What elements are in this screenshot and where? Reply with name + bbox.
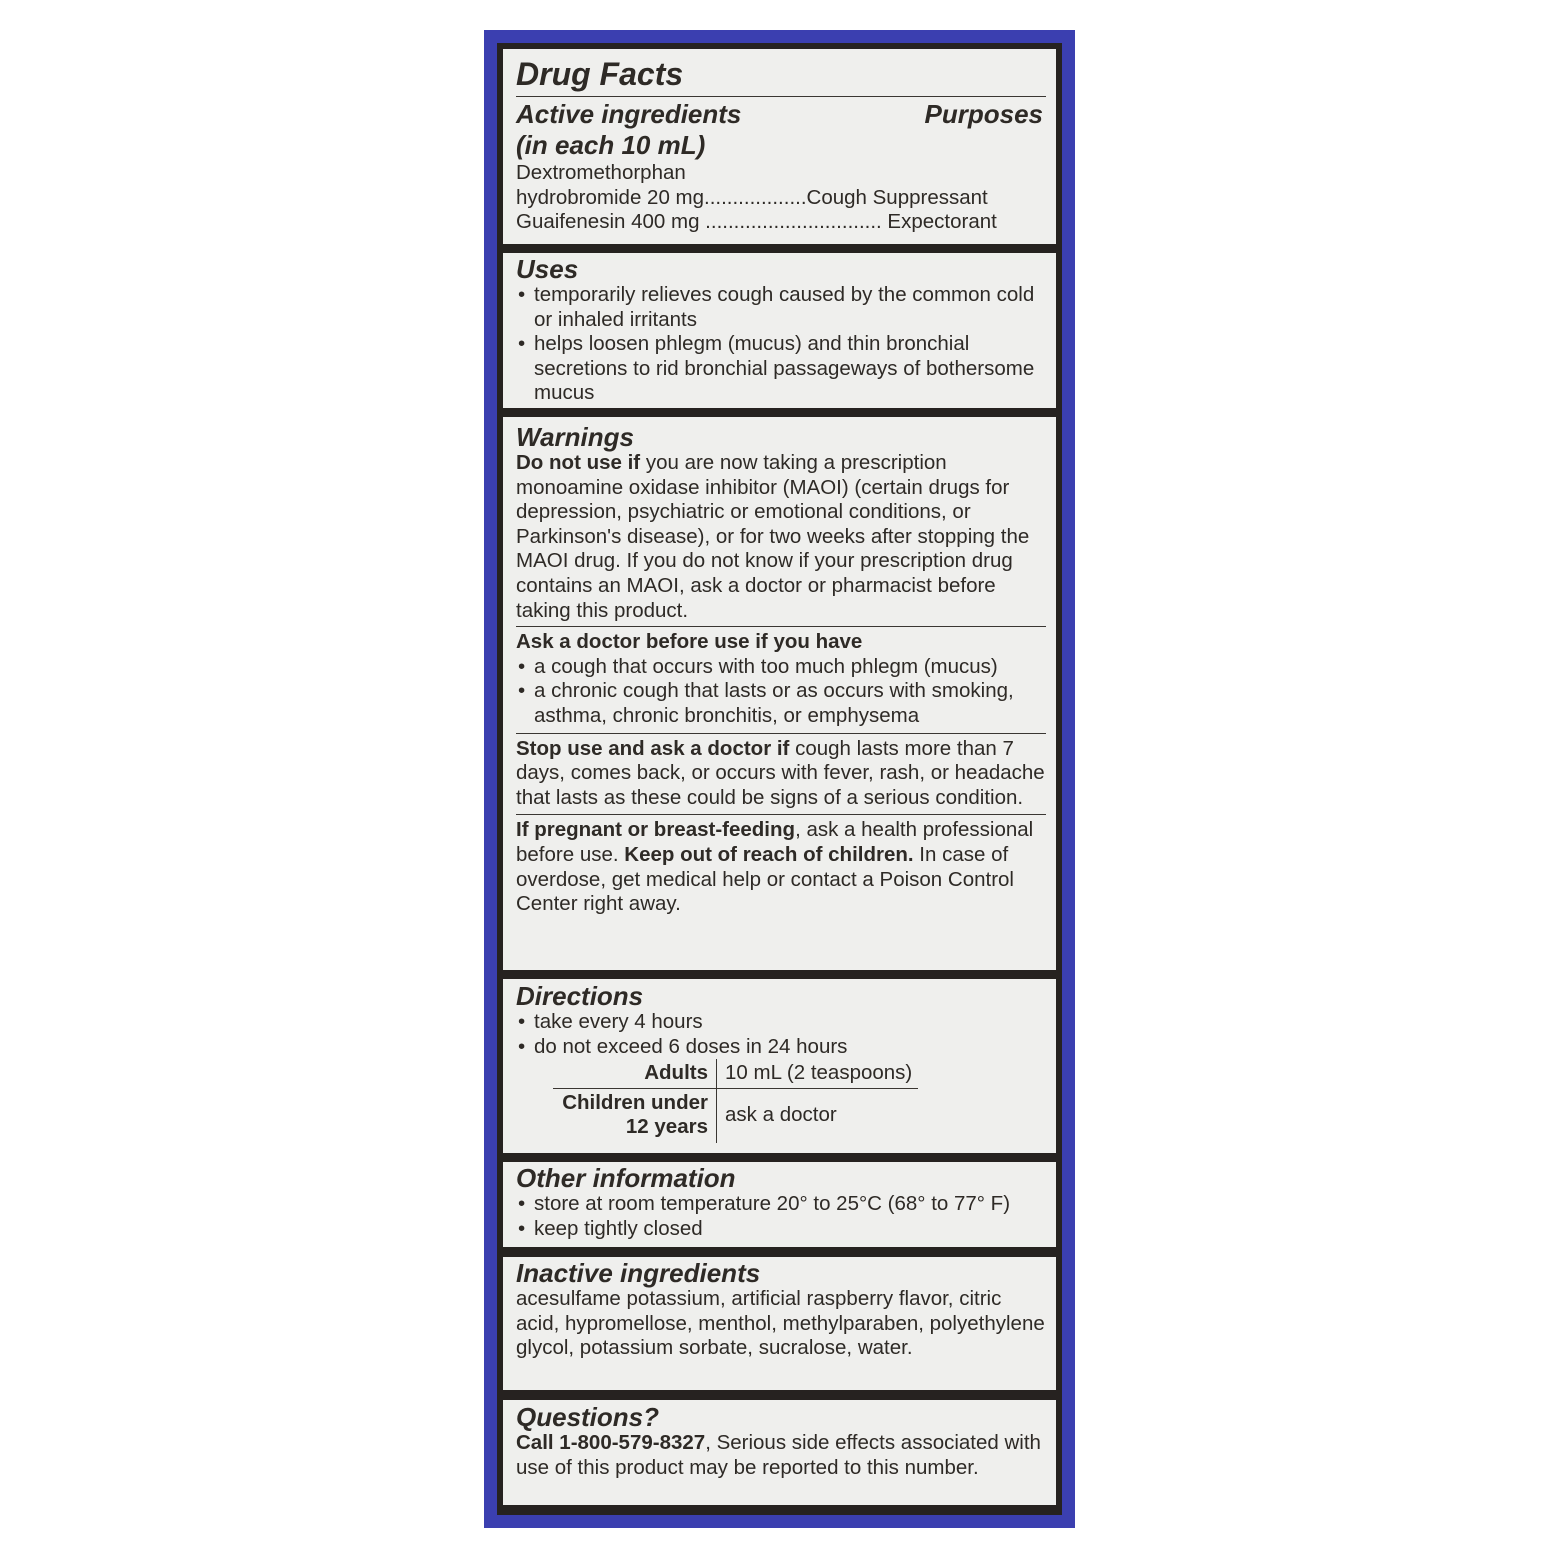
questions-body: , Serious side effects associated with use of this product may be reported to this number.: [516, 1431, 1041, 1479]
page-title: Drug Facts: [516, 56, 684, 92]
dosage-value-children: ask a doctor: [725, 1103, 837, 1127]
table-row: [553, 1059, 918, 1088]
other-information-panel: [503, 1162, 1056, 1247]
dosage-label-children: [553, 1088, 717, 1143]
directions-panel: [503, 979, 1056, 1153]
directions-heading: Directions: [516, 981, 644, 1011]
dosage-value-adults: 10 mL (2 teaspoons): [717, 1059, 919, 1088]
questions-panel: [503, 1400, 1056, 1505]
do-not-use-paragraph: [516, 451, 1046, 626]
active-ingredients-panel: [503, 49, 1056, 244]
inactive-ingredients-panel: [503, 1257, 1056, 1390]
other-information-list: [516, 1192, 1046, 1241]
drug-facts-frame: [497, 43, 1062, 1515]
list-item: • helps loosen phlegm (mucus) and thin bronchial secretions to rid bronchial passageways of bothersome mucus: [516, 332, 1046, 406]
ingredient-dextromethorphan-purpose: hydrobromide 20 mg..................Cough Suppressant: [516, 185, 988, 209]
inactive-ingredients-text: acesulfame potassium, artificial raspberry flavor, citric acid, hypromellose, menthol, methylparaben, polyethylene glycol, potassium sorbate, sucralose, water.: [516, 1287, 1045, 1360]
warnings-heading: Warnings: [516, 422, 634, 452]
list-item: • store at room temperature 20° to 25°C (68° to 77° F): [516, 1192, 1046, 1217]
uses-panel: [503, 253, 1056, 408]
purposes-heading: Purposes: [924, 99, 1043, 129]
dosage-table: [553, 1059, 918, 1143]
phone-number: Call 1-800-579-8327: [516, 1431, 706, 1454]
list-item: • temporarily relieves cough caused by the common cold or inhaled irritants: [516, 283, 1046, 332]
do-not-use-text: you are now taking a prescription monoamine oxidase inhibitor (MAOI) (certain drugs for depression, psychiatric or emotional conditions, or Parkinson's disease), or for two weeks after stopping the MAOI drug. If you do not know if your prescription drug contains an MAOI, ask a doctor or pharmacist before taking this product.: [516, 451, 1030, 622]
ingredient-guaifenesin: Guaifenesin 400 mg ............................... Expectorant: [516, 210, 997, 234]
uses-list: [516, 283, 1046, 406]
ingredient-dextromethorphan: Dextromethorphan: [516, 161, 686, 184]
pregnant-text: , ask a health professional before use.: [516, 818, 1034, 866]
inactive-ingredients-heading: Inactive ingredients: [516, 1258, 761, 1288]
drug-facts-label: [484, 30, 1075, 1528]
stop-use-label: Stop use and ask a doctor if: [516, 736, 790, 760]
dosage-label-adults: Adults: [553, 1059, 717, 1088]
list-item: • do not exceed 6 doses in 24 hours: [516, 1035, 1046, 1060]
warnings-panel: [503, 417, 1056, 970]
stop-use-text: cough lasts more than 7 days, comes back, or occurs with fever, rash, or headache that lasts as these could be signs of a serious condition.: [516, 736, 1045, 809]
table-row: [553, 1088, 918, 1143]
divider: [516, 96, 1046, 97]
ask-doctor-list: [516, 655, 1046, 729]
list-item: • take every 4 hours: [516, 1010, 1046, 1035]
keep-out-label: Keep out of reach of children.: [624, 842, 914, 866]
uses-heading: Uses: [516, 254, 579, 284]
pregnant-label: If pregnant or breast-feeding: [516, 818, 796, 842]
do-not-use-label: Do not use if: [516, 451, 641, 474]
list-item: • a cough that occurs with too much phlegm (mucus): [516, 655, 1046, 680]
other-information-heading: Other information: [516, 1163, 736, 1193]
pregnancy-paragraph: [516, 815, 1046, 920]
stop-use-paragraph: [516, 734, 1046, 815]
directions-list: [516, 1010, 1046, 1059]
children-label-line2: 12 years: [625, 1115, 708, 1139]
questions-text: [516, 1431, 1046, 1480]
ask-doctor-heading: Ask a doctor before use if you have: [516, 630, 863, 654]
overdose-text: In case of overdose, get medical help or contact a Poison Control Center right away.: [516, 842, 1014, 916]
list-item: • a chronic cough that lasts or as occurs with smoking, asthma, chronic bronchitis, or emphysema: [516, 679, 1046, 728]
children-label-line1: Children under: [562, 1090, 708, 1114]
active-ingredients-subheading: (in each 10 mL): [516, 130, 706, 160]
active-ingredients-heading: Active ingredients: [516, 99, 742, 129]
questions-heading: Questions?: [516, 1402, 660, 1432]
list-item: • keep tightly closed: [516, 1217, 1046, 1242]
